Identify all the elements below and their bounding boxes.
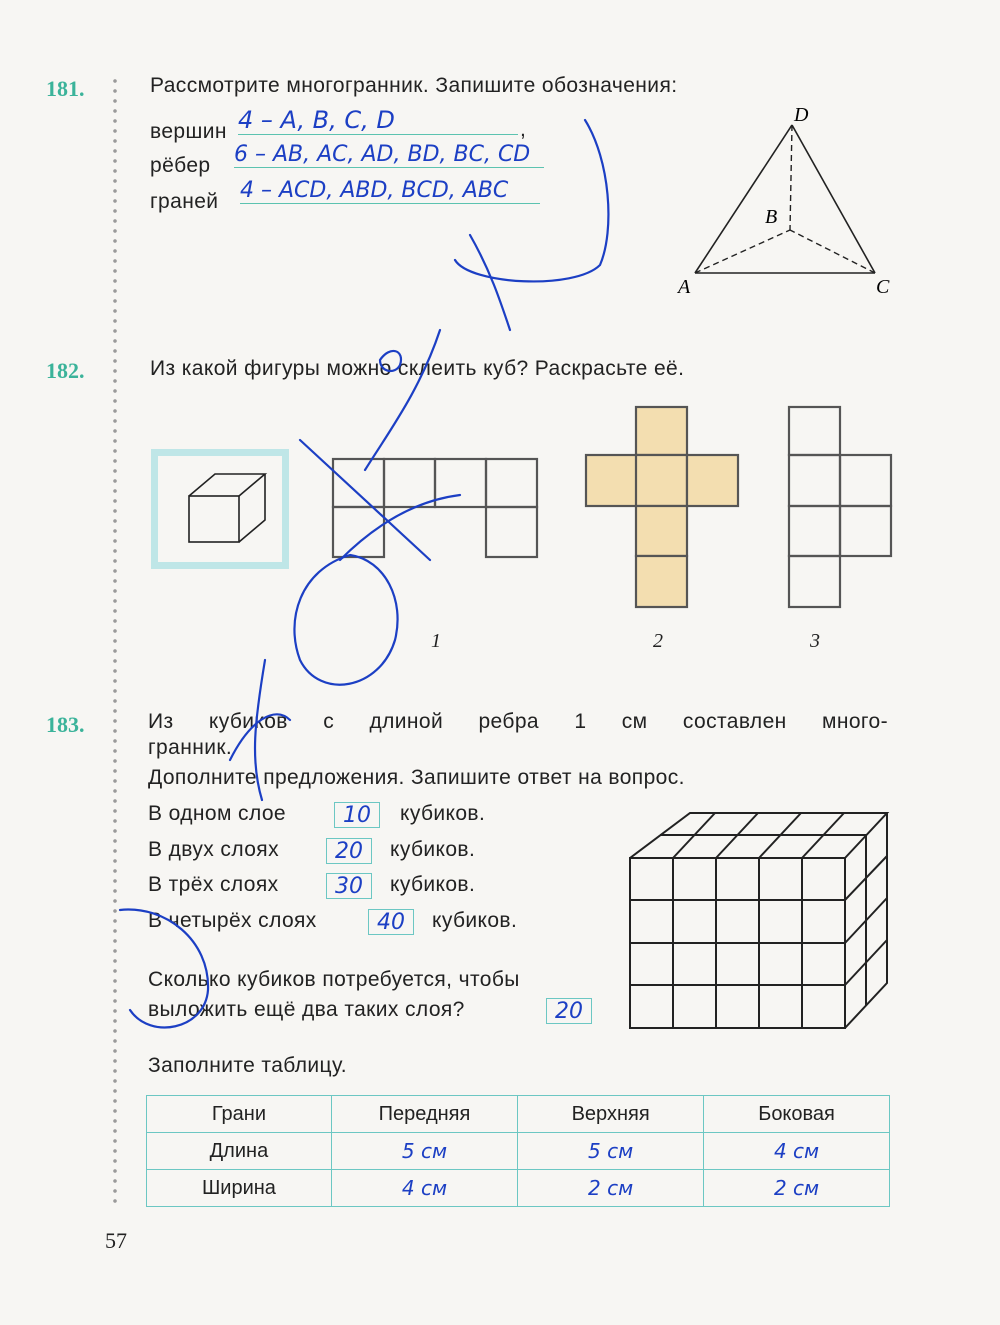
- sentence-2-start: В двух слоях: [148, 838, 279, 861]
- sentence-4-end: кубиков.: [432, 909, 518, 932]
- sentence-2-end: кубиков.: [390, 838, 476, 861]
- sentence-1-end: кубиков.: [400, 802, 486, 825]
- table-header-row: [147, 1096, 890, 1133]
- faces-label: граней: [150, 190, 219, 213]
- problem-183-line-2: гранник.: [148, 736, 233, 759]
- table-row: [147, 1170, 890, 1207]
- table-row: [147, 1133, 890, 1170]
- vertex-a-label: A: [678, 276, 691, 298]
- table-header: Верхняя: [518, 1096, 704, 1133]
- table-header: Боковая: [704, 1096, 890, 1133]
- vertices-comma: ,: [520, 118, 527, 141]
- net-2-label: 2: [653, 630, 663, 652]
- cube-net-3: [786, 404, 894, 610]
- sentence-1-answer: 10: [343, 802, 371, 828]
- sentence-4-answer: 40: [377, 909, 405, 935]
- problem-182-number: 182.: [46, 358, 85, 383]
- sentence-2-answer: 20: [335, 838, 363, 864]
- cube-net-1: [330, 456, 540, 562]
- question-line-1: Сколько кубиков потребуется, чтобы: [148, 968, 520, 991]
- table-cell: 2 см: [704, 1170, 890, 1207]
- table-row-label: Ширина: [147, 1170, 332, 1207]
- problem-183-line-3: Дополните предложения. Запишите ответ на вопрос.: [148, 766, 685, 789]
- net-3-label: 3: [810, 630, 820, 652]
- table-row-label: Длина: [147, 1133, 332, 1170]
- sentence-4-box: [368, 909, 414, 935]
- margin-dots: [113, 76, 117, 1206]
- sentence-3-start: В трёх слоях: [148, 873, 279, 896]
- cube-net-2: [583, 404, 741, 610]
- sentence-2-box: [326, 838, 372, 864]
- problem-183-number: 183.: [46, 712, 85, 737]
- page-number: 57: [105, 1228, 127, 1253]
- sentence-1-box: [334, 802, 380, 828]
- edges-label: рёбер: [150, 154, 211, 177]
- question-answer: 20: [555, 998, 583, 1024]
- table-cell: 5 см: [331, 1133, 517, 1170]
- problem-182-instruction: Из какой фигуры можно склеить куб? Раскрасьте её.: [150, 357, 685, 380]
- table-cell: 4 см: [331, 1170, 517, 1207]
- vertices-label: вершин: [150, 120, 227, 143]
- sentence-3-box: [326, 873, 372, 899]
- problem-181-instruction: Рассмотрите многогранник. Запишите обозначения:: [150, 74, 678, 97]
- problem-181-number: 181.: [46, 76, 85, 101]
- faces-table: [146, 1095, 890, 1207]
- sentence-1-start: В одном слое: [148, 802, 287, 825]
- table-cell: 5 см: [518, 1133, 704, 1170]
- question-line-2: выложить ещё два таких слоя?: [148, 998, 465, 1021]
- table-header: Грани: [147, 1096, 332, 1133]
- problem-183-line-1: Из кубиков с длиной ребра 1 см составлен много-: [148, 710, 888, 733]
- sentence-3-end: кубиков.: [390, 873, 476, 896]
- vertex-c-label: C: [876, 276, 890, 298]
- vertex-d-label: D: [794, 104, 809, 126]
- table-header: Передняя: [331, 1096, 517, 1133]
- edges-answer: 6 – AB, AC, AD, BD, BC, CD: [234, 142, 544, 168]
- cube-block-figure: [625, 808, 895, 1033]
- table-cell: 2 см: [518, 1170, 704, 1207]
- sentence-4-start: В четырёх слоях: [148, 909, 317, 932]
- table-title: Заполните таблицу.: [148, 1054, 348, 1077]
- sentence-3-answer: 30: [335, 873, 363, 899]
- vertex-b-label: B: [765, 206, 778, 228]
- faces-answer: 4 – ACD, ABD, BCD, ABC: [240, 178, 540, 204]
- cube-reference: [148, 446, 294, 574]
- vertices-answer: 4 – A, B, C, D: [238, 106, 518, 135]
- tetrahedron-figure: [670, 95, 900, 300]
- net-1-label: 1: [431, 630, 441, 652]
- question-box: [546, 998, 592, 1024]
- table-cell: 4 см: [704, 1133, 890, 1170]
